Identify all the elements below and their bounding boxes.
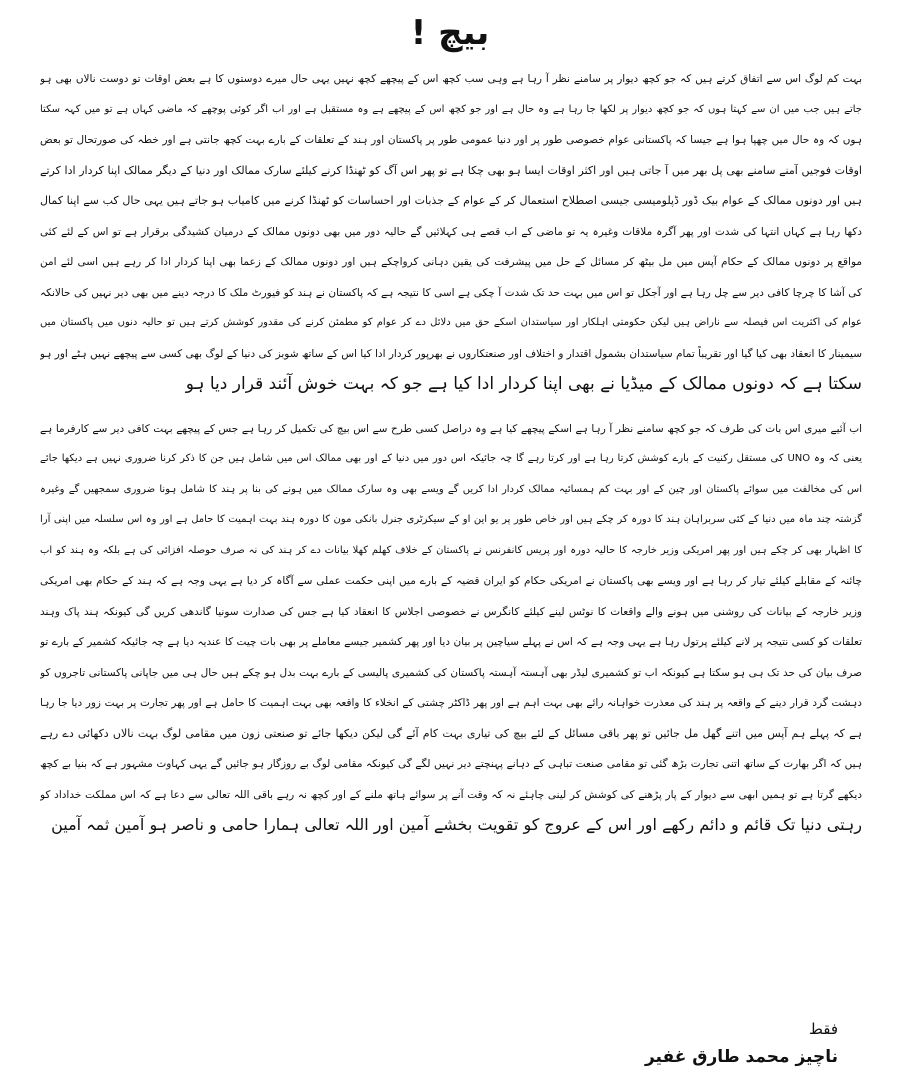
text-line: جاتے ہیں جب میں ان سے کہتا ہوں کہ جو کچھ دیوار پر لکھا جا رہا ہے وہ حال ہے اور جو کچھ اس کے پیچھے ہے وہ مستقبل ہے اور اب اگر کوئی پوچھے کہ ماضی کہاں ہے تو میں کہہ سکتا [40, 103, 862, 115]
text-line: سکتا ہے کہ دونوں ممالک کے میڈیا نے بھی اپنا کردار ادا کیا ہے جو کہ بہت خوش آئند قرار دیا ہو [185, 374, 862, 394]
paragraph-1 [40, 64, 862, 400]
text-line: رہتی دنیا تک قائم و دائم رکھے اور اس کے عروج کو تقویت بخشے آمین اور اللہ تعالی ہمارا حامی و ناصر ہو آمین ثمہ آمین [51, 815, 862, 834]
signature-block [645, 1018, 838, 1074]
signature-closing: فقط [809, 1020, 838, 1038]
paragraph-2 [40, 414, 862, 841]
text-line: دہشت گرد قرار دینے کے واقعہ پر ہند کی معذرت خواہانہ رائے بھی بہت اہم ہے اور پھر ڈاکٹر چشتی کے انخلاء کا واقعہ بھی بہت اہمیت کا حامل ہے اور پھر تجارت پر بہت زور دیا جا رہا [40, 697, 862, 709]
text-line: عوام کی اکثریت اس فیصلہ سے ناراض ہیں لیکن حکومتی اہلکار اور سیاستدان اسکے حق میں دلائل دے کر عوام کو مطمئن کرنے کی مقدور کوشش کرتے ہیں تو حالیہ دنوں میں پاکستان میں [40, 317, 862, 328]
article-body [40, 64, 862, 841]
text-line: کا اظہار بھی کر چکے ہیں اور پھر امریکی وزیر خارجہ کا حالیہ دورہ اور پریس کانفرنس نے پاکستان کے خلاف کھلم کھلا بیانات دے کر ہند کی نہ صرف حوصلہ افزائی کی ہے بلکہ وہ ہند کو اب [40, 544, 862, 556]
text-line: اس کی مخالفت میں سوائے پاکستان اور چین کے اور بہت کم ہمسائیہ ممالک کردار ادا کریں گے ویسے بھی وہ سارک ممالک میں ہونے کی بنا پر ہند کا شامل ہونا ضروری سمجھیں گے وغیرہ [40, 483, 862, 495]
text-line: ہے کہ پہلے ہم آپس میں اتنے گھل مل جائیں تو پھر باقی مسائل کے لئے بیچ کی تیاری بہت کام آئے گی لیکن دیکھا جائے تو صنعتی زون میں مقامی لوگ بہت نالاں دکھائی دے رہے [40, 726, 862, 740]
text-line: ہیں اور دونوں ممالک کے عوام بیک ڈور ڈپلومیسی جیسی اصطلاح استعمال کر کے عوام کے جذبات اور احساسات کو ٹھنڈا کرنے میں کامیاب ہو جاتے ہیں یہی حال کب سے اپنا کمال [40, 194, 862, 207]
article-title: بیچ ! [410, 13, 490, 53]
text-line: ہیں کہ اگر بھارت کے ساتھ اتنی تجارت بڑھ گئی تو مقامی صنعت تباہی کے دہانے پہنچتے دیر نہیں لگے گی کیونکہ مقامی لوگ بے روزگار ہو جائیں گے یہی کہاوت مشہور ہے کہ بنیا بے کچھ [40, 758, 862, 770]
text-line: وزیر خارجہ کے بیانات کی روشنی میں ہونے والے واقعات کا نوٹس لینے کیلئے کانگرس نے خصوصی اجلاس کا انعقاد کیا ہے جس کی صدارت سونیا گاندھی کریں گی کیونکہ ہند پاک وہند [40, 605, 862, 618]
text-line: مواقع پر دونوں ممالک کے حکام آپس میں مل بیٹھ کر مسائل کے حل میں پیشرفت کی یقین دہانی کرواچکے ہیں اور دونوں ممالک کے زعما بھی اپنا کردار ادا کر رہے ہیں اسی لئے امن [40, 256, 862, 268]
text-line: دکھا رہا ہے کہاں انتہا کی شدت اور پھر آگرہ ملاقات وغیرہ یہ تو ماضی کے اب قصے ہی کہلائیں گے حالیہ دور میں بھی دونوں ممالک کے درمیان کشیدگی برقرار ہے تو اس کے لئے کئی [40, 225, 862, 238]
text-line: اوقات فوجیں آمنے سامنے بھی پل بھر میں آ جاتی ہیں اور اکثر اوقات ایسا ہو بھی چکا ہے تو پھر اس آگ کو ٹھنڈا کرنے کیلئے سارک ممالک اور دنیا کے دیگر ممالک اپنا کردار ادا کرتے [40, 163, 862, 177]
text-line: گزشتہ چند ماہ میں دنیا کے کئی سربراہان ہند کا دورہ کر چکے ہیں اور خاص طور پر یو این او کے سیکرٹری جنرل بانکی مون کا دورہ ہند بہت اہمیت کا حامل ہے اور وہ اس سلسلہ میں اپنی آرا [40, 514, 862, 525]
text-line: چائنہ کے مقابلے کیلئے تیار کر رہا ہے اور ویسے بھی پاکستان نے امریکی حکام کو ایران قضیہ کے بارے میں اپنی حکمت عملی سے آگاہ کر دیا ہے یہی وجہ ہے کہ ہند کے حکام بھی امریکی [40, 575, 862, 587]
text-line: سیمینار کا انعقاد بھی کیا گیا اور تقریباً تمام سیاستدان بشمول اقتدار و اختلاف اور صنعتکاروں نے بھرپور کردار ادا کیا اس کے ساتھ شوبز کی دنیا کے لوگ بھی کسی سے پیچھے نہیں ہٹے اور ہو [40, 347, 862, 360]
text-line: بہت کم لوگ اس سے اتفاق کرتے ہیں کہ جو کچھ دیوار پر سامنے نظر آ رہا ہے وہی سب کچھ اس کے پیچھے کچھ نہیں یہی حال میرے دوستوں کا ہے بعض اوقات تو دوست نالاں بھی ہو [40, 73, 862, 85]
text-line: دیکھے گرتا ہے تو ہمیں ابھی سے دیوار کے پار پڑھنے کی کوشش کر لینی چاہئے نہ کہ وقت آنے پر سوائے ہاتھ ملنے کے اور کچھ نہ رہے باقی اللہ تعالی سے دعا ہے کہ اس مملکت خداداد کو [40, 788, 862, 801]
text-line: یعنی کہ وہ UNO کی مستقل رکنیت کے بارے کوشش کرتا رہا ہے اور کرتا رہے گا چہ جائیکہ اس دور میں دنیا کے اور بھی ممالک اس میں شامل ہیں جن کا ذکر کرنا ضروری نہیں ہے دیکھا جائے [40, 453, 862, 464]
author-name: ناچیز محمد طارق غفیر [644, 1047, 838, 1067]
text-line: کی آشا کا چرچا کافی دیر سے چل رہا ہے اور آجکل تو اس میں بہت حد تک شدت آ چکی ہے اسی کا نتیجہ ہے کہ پاکستان نے ہند کو فیورٹ ملک کا درجہ دینے میں بھی دیر نہیں کی حالانکہ [40, 286, 862, 299]
text-line: اب آئیے میری اس بات کی طرف کہ جو کچھ سامنے نظر آ رہا ہے اسکے پیچھے کیا ہے وہ دراصل کسی طرح سے اس بیچ کی تکمیل کر رہا ہے جس کے پیچھے بہت کافی دیر سے کارفرما ہے [40, 422, 862, 435]
text-line: صرف بیان کی حد تک ہی ہو سکتا ہے کیونکہ اب تو کشمیری لیڈر بھی آہستہ آہستہ پاکستان کی کشمیری پالیسی کے بارے بہت بدل ہو چکے ہیں حال ہی میں جاپانی پاکستانی تاجروں کو [40, 666, 862, 679]
text-line: تعلقات کو کسی نتیجہ پر لانے کیلئے پرتول رہا ہے یہی وجہ ہے کہ اس نے پہلے سیاچین پر بیان دیا اور پھر کشمیر جیسے معاملے پر بھی بات چیت کا عندیہ دیا ہے چہ جائیکہ کشمیر کے بارے تو [40, 636, 862, 648]
text-line: ہوں کہ وہ حال میں چھپا ہوا ہے جیسا کہ پاکستانی عوام خصوصی طور پر اور دنیا عمومی طور پر پاکستان اور ہند کے تعلقات کے بارے بہت کچھ جانتی ہے اور خطہ کی صورتحال تو بعض [40, 134, 862, 146]
